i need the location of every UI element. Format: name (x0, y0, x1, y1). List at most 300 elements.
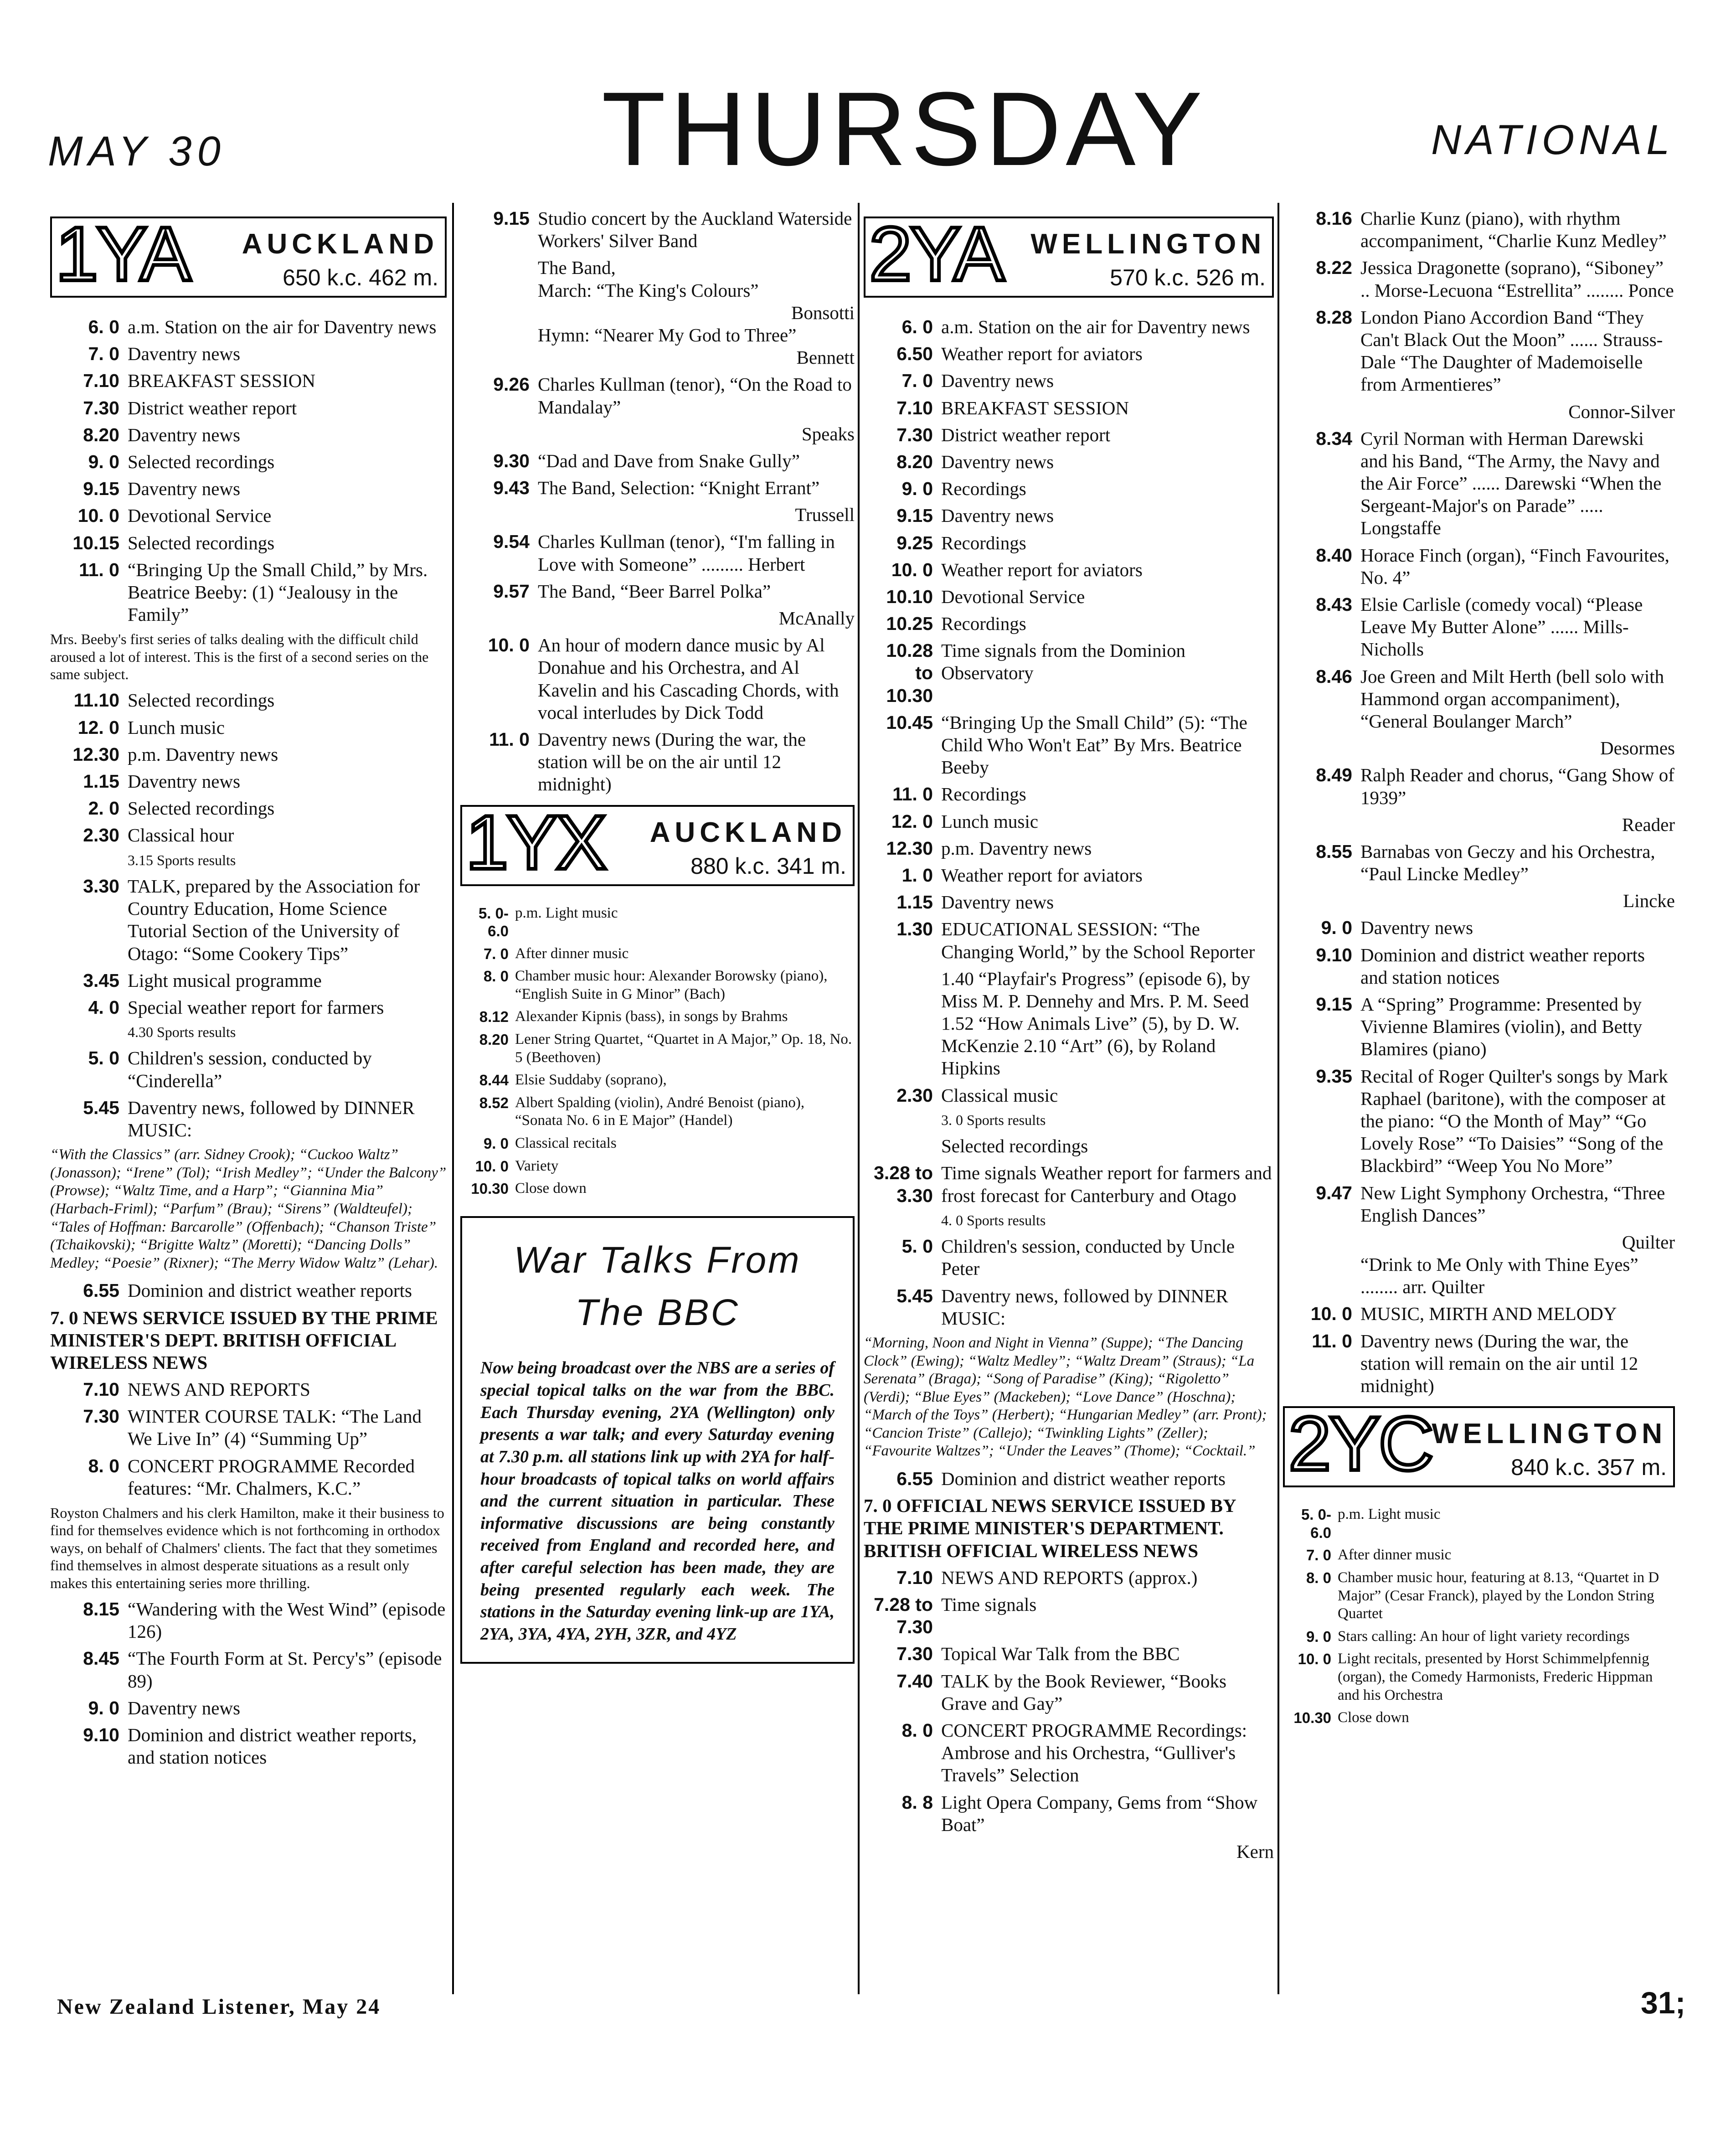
schedule-programme: District weather report (128, 397, 297, 418)
schedule-list (1283, 1303, 1675, 1397)
schedule-programme: Elsie Carlisle (comedy vocal) “Please Leave My Butter Alone” ...... Mills-Nicholls (1360, 594, 1643, 660)
schedule-row (50, 996, 447, 1019)
schedule-programme: Daventry news (941, 451, 1054, 472)
schedule-row (1283, 993, 1675, 1061)
schedule-list (864, 1162, 1274, 1207)
schedule-row (50, 1279, 447, 1302)
station-header-1yx (460, 799, 855, 886)
composer: Bonsotti (791, 302, 855, 323)
schedule-programme: Time signals from the Dominion Observatory (941, 640, 1186, 684)
schedule-time: 7. 0 (1306, 1547, 1331, 1564)
schedule-programme: Light musical programme (128, 970, 322, 991)
schedule-programme: Daventry news (During the war, the station will be on the air until 12 midnight) (538, 728, 806, 795)
schedule-programme: Daventry news (During the war, the station will remain on the air until 12 midnight) (1360, 1330, 1638, 1396)
schedule-programme: CONCERT PROGRAMME Recordings: Ambrose and his Orchestra, “Gulliver's Travels” Selection (941, 1719, 1247, 1786)
schedule-time: 9. 0 (483, 1135, 509, 1152)
schedule-row (1283, 1330, 1675, 1398)
schedule-row (460, 945, 855, 963)
schedule-time: 8.46 (1316, 665, 1352, 687)
schedule-row (1283, 1546, 1675, 1564)
station-frequency: 840 k.c. 357 m. (1511, 1455, 1667, 1480)
schedule-row (460, 1071, 855, 1089)
schedule-programme: Weather report for aviators (941, 343, 1143, 365)
schedule-programme: Classical recitals (515, 1135, 617, 1152)
schedule-list (50, 689, 447, 846)
schedule-row (50, 370, 447, 392)
schedule-time: 7. 0 (901, 370, 933, 392)
column-2ya-wellington (864, 207, 1274, 1985)
schedule-row (50, 532, 447, 554)
schedule-row (864, 1567, 1274, 1589)
schedule-time: 8.55 (1316, 841, 1352, 862)
schedule-time: 9.15 (83, 478, 119, 500)
schedule-time: 2.30 (83, 825, 119, 846)
station-city: AUCKLAND (242, 228, 438, 260)
schedule-row (50, 824, 447, 846)
schedule-programme: Classical music (941, 1084, 1058, 1106)
schedule-time: 9.10 (83, 1724, 119, 1745)
column-1ya-continued (460, 207, 855, 1985)
schedule-row (864, 1670, 1274, 1715)
schedule-time: 1. 0 (901, 864, 933, 886)
schedule-row (460, 531, 855, 575)
schedule-time: 7.30 (896, 424, 933, 445)
schedule-time: 8.34 (1316, 428, 1352, 449)
schedule-row (864, 1285, 1274, 1330)
schedule-list (460, 373, 855, 418)
schedule-list (1283, 841, 1675, 885)
schedule-row (460, 1008, 855, 1026)
schedule-row (864, 1468, 1274, 1490)
schedule-time: 7.30 (83, 1406, 119, 1427)
schedule-programme: Weather report for aviators (941, 559, 1143, 580)
schedule-programme: “Bringing Up the Small Child,” by Mrs. Beatrice Beeby: (1) “Jealousy in the Family” (128, 559, 428, 625)
schedule-programme: Selected recordings (128, 451, 275, 472)
schedule-programme: An hour of modern dance music by Al Donahue and his Orchestra, and Al Kavelin and his Cascading Chords, with vocal interludes by Dick Todd (538, 634, 839, 723)
schedule-row (864, 1643, 1274, 1665)
schedule-row (864, 316, 1274, 338)
schedule-programme: The Band, “Beer Barrel Polka” (538, 580, 771, 602)
schedule-programme: Daventry news, followed by DINNER MUSIC: (941, 1285, 1228, 1329)
educational-items: 1.40 “Playfair's Progress” (episode 6), by Miss M. P. Dennehy and Mrs. P. M. Seed 1.52 “How Animals Live” (5), by D. W. McKenzie 2.10 “Art” (6), by Roland Hipkins (941, 968, 1251, 1079)
schedule-programme: Recordings (941, 784, 1026, 805)
station-header-2ya (864, 211, 1274, 298)
schedule-time: 7. 0 (88, 343, 119, 365)
schedule-row (50, 1598, 447, 1643)
schedule-row (50, 559, 447, 626)
schedule-list (50, 1279, 447, 1302)
schedule-row (864, 532, 1274, 554)
schedule-row (50, 689, 447, 712)
schedule-programme: Alexander Kipnis (bass), in songs by Brahms (515, 1008, 788, 1025)
schedule-row (1283, 428, 1675, 540)
schedule-time: 3.45 (83, 970, 119, 991)
schedule-time: 9. 0 (901, 478, 933, 500)
schedule-programme: p.m. Light music (515, 904, 618, 921)
schedule-time: 8.40 (1316, 544, 1352, 566)
schedule-row (460, 728, 855, 796)
schedule-time: 9.57 (493, 580, 530, 602)
schedule-time: 8.52 (479, 1094, 509, 1111)
schedule-row (864, 586, 1274, 608)
schedule-time: 10. 0 (488, 634, 530, 656)
schedule-time: 8.22 (1316, 257, 1352, 279)
selected-recordings: Selected recordings (941, 1135, 1088, 1157)
news-service: 7. 0 NEWS SERVICE ISSUED BY THE PRIME MINISTER'S DEPT. BRITISH OFFICIAL WIRELESS NEWS (50, 1307, 438, 1373)
schedule-time: 8.20 (896, 451, 933, 472)
box-heading: The BBC (575, 1291, 740, 1333)
schedule-programme: Selected recordings (128, 798, 275, 819)
schedule-programme: Chamber music hour, featuring at 8.13, “Quartet in D Major” (Cesar Franck), played by the London String Quartet (1338, 1569, 1659, 1622)
schedule-programme: Dominion and district weather reports (128, 1280, 412, 1301)
schedule-row (50, 970, 447, 992)
schedule-time: 10. 0 (1310, 1303, 1352, 1325)
schedule-time: 10.30 (471, 1180, 509, 1197)
schedule-programme: Classical hour (128, 825, 234, 846)
schedule-row (864, 1791, 1274, 1836)
schedule-time: 12. 0 (891, 810, 933, 832)
schedule-time: 10.10 (886, 586, 933, 607)
schedule-row (864, 478, 1274, 500)
schedule-time: 7.10 (83, 370, 119, 392)
schedule-programme: Recordings (941, 532, 1026, 553)
schedule-time: 10.28 to 10.30 (886, 640, 933, 706)
schedule-programme: Dominion and district weather reports and station notices (1360, 944, 1645, 988)
schedule-row (864, 864, 1274, 887)
station-frequency: 650 k.c. 462 m. (283, 265, 438, 290)
schedule-time: 10. 0 (1298, 1651, 1331, 1668)
schedule-time: 8.28 (1316, 306, 1352, 328)
schedule-time: 8. 0 (483, 968, 509, 985)
schedule-row (50, 1405, 447, 1450)
schedule-programme: Daventry news, followed by DINNER MUSIC: (128, 1097, 415, 1141)
schedule-row (1283, 1303, 1675, 1325)
schedule-programme: Daventry news (1360, 917, 1473, 939)
schedule-programme: Selected recordings (128, 532, 275, 553)
schedule-row (1283, 665, 1675, 733)
schedule-time: 8. 0 (901, 1719, 933, 1741)
schedule-row (864, 451, 1274, 473)
schedule-row (864, 559, 1274, 581)
schedule-row (50, 397, 447, 419)
schedule-programme: Recordings (941, 613, 1026, 634)
schedule-programme: Charlie Kunz (piano), with rhythm accompaniment, “Charlie Kunz Medley” (1360, 208, 1667, 252)
composer: Desormes (1600, 738, 1675, 759)
schedule-time: 9.15 (1316, 994, 1352, 1015)
schedule-time: 10.30 (1293, 1709, 1331, 1727)
schedule-time: 11.10 (73, 690, 119, 711)
schedule-row (50, 797, 447, 820)
schedule-time: 8.49 (1316, 764, 1352, 786)
schedule-programme: Ralph Reader and chorus, “Gang Show of 1939” (1360, 764, 1674, 808)
schedule-programme: TALK, prepared by the Association for Country Education, Home Science Tutorial Section of the University of Otago: “Some Cookery Tips” (128, 875, 420, 964)
schedule-list (1283, 207, 1675, 396)
box-text: Now being broadcast over the NBS are a series of special topical talks on the war from the BBC. Each Thursday evening, 2YA (Wellington) only presents a war talk; and every Saturday evening at 7.30 p.m. all stations link up with 2YA for half-hour broadcasts of topical talks on world affairs and the current situation in particular. These informative discussions are being constantly received from England and recorded here, and after careful selection has been made, they are being presented regularly each week. The stations in the Saturday evening link-up are 1YA, 2YA, 3YA, 4YA, 2YH, 3ZR, and 4YZ (480, 1358, 835, 1644)
schedule-time: 6.55 (896, 1468, 933, 1490)
schedule-row (864, 1719, 1274, 1787)
schedule-row (864, 370, 1274, 392)
schedule-time: 4. 0 (88, 996, 119, 1018)
schedule-programme: Barnabas von Geczy and his Orchestra, “Paul Lincke Medley” (1360, 841, 1655, 885)
station-frequency: 570 k.c. 526 m. (1110, 265, 1266, 290)
schedule-list (864, 1235, 1274, 1330)
schedule-time: 3.28 to 3.30 (874, 1162, 933, 1206)
page-footer: New Zealand Listener, May 24 (57, 1995, 381, 2019)
schedule-row (1283, 257, 1675, 301)
schedule-row (1283, 1182, 1675, 1227)
schedule-row (460, 373, 855, 418)
composer: Kern (1236, 1841, 1274, 1862)
schedule-programme: Dominion and district weather reports (941, 1468, 1226, 1490)
schedule-row (50, 478, 447, 500)
schedule-row (1283, 544, 1675, 589)
schedule-time: 8.12 (479, 1008, 509, 1026)
schedule-time: 6. 0 (901, 316, 933, 337)
schedule-time: 12.30 (886, 837, 933, 859)
schedule-row (1283, 917, 1675, 939)
schedule-programme: NEWS AND REPORTS (128, 1379, 310, 1400)
war-talks-box (460, 1216, 855, 1664)
schedule-programme: After dinner music (1338, 1547, 1452, 1563)
schedule-time: 9.35 (1316, 1065, 1352, 1087)
schedule-row (864, 343, 1274, 365)
schedule-programme: Chamber music hour: Alexander Borowsky (piano), “English Suite in G Minor” (Bach) (515, 968, 828, 1002)
schedule-programme: NEWS AND REPORTS (approx.) (941, 1567, 1198, 1588)
schedule-time: 2. 0 (88, 798, 119, 819)
schedule-row (460, 1180, 855, 1198)
schedule-row (50, 1455, 447, 1500)
schedule-time: 9.26 (493, 374, 530, 395)
schedule-time: 8. 0 (1306, 1569, 1331, 1586)
schedule-time: 8.20 (479, 1031, 509, 1048)
schedule-programme: Charles Kullman (tenor), “On the Road to Mandalay” (538, 374, 852, 418)
schedule-row (50, 770, 447, 793)
schedule-list (864, 1468, 1274, 1490)
schedule-time: 1.15 (896, 892, 933, 913)
schedule-row (864, 613, 1274, 635)
sports-note: 4. 0 Sports results (941, 1212, 1046, 1228)
schedule-row (1283, 764, 1675, 809)
schedule-row (50, 743, 447, 766)
schedule-row (50, 451, 447, 473)
schedule-row (1283, 1628, 1675, 1646)
page-number: 31; (1641, 1986, 1686, 2020)
schedule-time: 11. 0 (489, 728, 530, 750)
schedule-time: 9. 0 (88, 451, 119, 472)
schedule-time: 7.10 (896, 1567, 933, 1588)
schedule-time: 7.40 (896, 1670, 933, 1692)
schedule-list (1283, 428, 1675, 732)
schedule-time: 12.30 (72, 743, 119, 765)
schedule-row (1283, 1569, 1675, 1623)
schedule-programme: EDUCATIONAL SESSION: “The Changing World,” by the School Reporter (941, 918, 1255, 962)
schedule-time: 8.20 (83, 424, 119, 445)
schedule-programme: Devotional Service (128, 505, 272, 526)
schedule-programme: “The Fourth Form at St. Percy's” (episode 89) (128, 1648, 442, 1692)
schedule-list (1283, 917, 1675, 1226)
schedule-row (1283, 944, 1675, 989)
schedule-programme: The Band, Selection: “Knight Errant” (538, 477, 820, 499)
schedule-row (864, 1235, 1274, 1280)
schedule-list (50, 316, 447, 626)
schedule-time: 5. 0 (88, 1047, 119, 1069)
schedule-time: 9. 0 (1306, 1628, 1331, 1645)
schedule-row (864, 837, 1274, 860)
schedule-time: 5.45 (896, 1285, 933, 1306)
schedule-row (50, 1697, 447, 1719)
march-title: March: “The King's Colours” (538, 279, 759, 301)
schedule-time: 8.45 (83, 1648, 119, 1669)
schedule-list (864, 316, 1274, 963)
schedule-programme: “Dad and Dave from Snake Gully” (538, 450, 800, 471)
schedule-row (460, 904, 855, 940)
composer: Lincke (1623, 890, 1675, 912)
schedule-row (460, 207, 855, 252)
band-label: The Band, (538, 257, 616, 279)
schedule-time: 6.50 (896, 343, 933, 365)
sports-note: 4.30 Sports results (128, 1024, 236, 1041)
schedule-list (864, 1567, 1274, 1836)
schedule-programme: London Piano Accordion Band “They Can't Black Out the Moon” ...... Strauss-Dale “The Daughter of Mademoiselle from Armentieres” (1360, 306, 1663, 395)
schedule-list (50, 1378, 447, 1500)
schedule-time: 8.43 (1316, 594, 1352, 615)
column-divider (452, 203, 454, 1994)
station-callsign: 1YA (56, 211, 190, 297)
station-city: AUCKLAND (649, 816, 846, 848)
schedule-row (50, 717, 447, 739)
schedule-time: 8.15 (83, 1599, 119, 1620)
schedule-row (1283, 207, 1675, 252)
schedule-row (864, 1162, 1274, 1207)
schedule-row (864, 891, 1274, 913)
schedule-row (460, 967, 855, 1003)
schedule-time: 8. 0 (88, 1455, 119, 1476)
schedule-row (1283, 1506, 1675, 1542)
station-callsign: 1YX (466, 799, 605, 885)
schedule-programme: Lener String Quartet, “Quartet in A Major,” Op. 18, No. 5 (Beethoven) (515, 1031, 852, 1066)
schedule-programme: Joe Green and Milt Herth (bell solo with Hammond organ accompaniment), “General Boulanger March” (1360, 665, 1664, 732)
station-callsign: 2YC (1288, 1401, 1432, 1487)
schedule-row (50, 1724, 447, 1769)
schedule-programme: Horace Finch (organ), “Finch Favourites, No. 4” (1360, 544, 1669, 588)
schedule-row (460, 580, 855, 603)
station-frequency: 880 k.c. 341 m. (690, 853, 846, 879)
station-header-1ya (50, 211, 447, 298)
schedule-row (1283, 593, 1675, 661)
schedule-programme: A “Spring” Programme: Presented by Vivienne Blamires (violin), and Betty Blamires (piano) (1360, 994, 1643, 1060)
schedule-row (460, 477, 855, 499)
schedule-row (1283, 1650, 1675, 1704)
schedule-time: 7.30 (83, 397, 119, 418)
station-city: WELLINGTON (1432, 1418, 1667, 1450)
schedule-row (460, 450, 855, 472)
schedule-programme: Daventry news (128, 424, 241, 445)
programme-note: Mrs. Beeby's first series of talks dealing with the difficult child aroused a lot of interest. This is the first of a second series on the same subject. (50, 631, 429, 683)
schedule-programme: Recordings (941, 478, 1026, 500)
schedule-row (864, 1084, 1274, 1107)
schedule-time: 7. 0 (483, 945, 509, 962)
schedule-row (50, 1097, 447, 1141)
schedule-row (1283, 1065, 1675, 1177)
schedule-row (50, 875, 447, 965)
schedule-list (460, 531, 855, 603)
schedule-time: 1.30 (896, 918, 933, 940)
schedule-programme: Time signals Weather report for farmers and frost forecast for Canterbury and Otago (941, 1162, 1272, 1206)
schedule-programme: District weather report (941, 424, 1111, 445)
dinner-music-list: “With the Classics” (arr. Sidney Crook); “Cuckoo Waltz” (Jonasson); “Irene” (Tol); “Irish Medley”; “Under the Balcony” (Prowse); “Waltz Time, and a Harp”; “Giannina Mia” (Harbach-Friml); “Parfum” (Brau); “Sirens” (Waldteufel); “Tales of Hoffman: Barcarolle” (Offenbach); “Chanson Triste” (Tchaikovski); “Brigitte Waltz” (Moretti); “Dancing Dolls” Medley; “Poesie” (Rixner); “The Merry Widow Waltz” (Lehar). (50, 1146, 447, 1271)
schedule-programme: “Wandering with the West Wind” (episode 126) (128, 1599, 446, 1642)
composer: Trussell (795, 504, 855, 526)
column-divider (1278, 203, 1279, 1994)
schedule-programme: Lunch music (941, 810, 1038, 832)
station-header-2yc (1283, 1401, 1675, 1487)
schedule-row (1283, 841, 1675, 885)
schedule-time: 9.30 (493, 450, 530, 471)
schedule-time: 12. 0 (77, 717, 119, 738)
schedule-time: 8.16 (1316, 208, 1352, 229)
schedule-programme: Daventry news (941, 892, 1054, 913)
schedule-time: 9. 0 (88, 1697, 119, 1718)
schedule-time: 9.15 (896, 505, 933, 526)
schedule-row (864, 810, 1274, 833)
schedule-time: 6. 0 (88, 316, 119, 337)
schedule-time: 9.10 (1316, 944, 1352, 965)
hymn-title: Hymn: “Nearer My God to Three” (538, 324, 797, 346)
schedule-row (460, 1031, 855, 1067)
schedule-list (50, 1047, 447, 1141)
composer: Speaks (801, 423, 855, 444)
schedule-row (460, 1157, 855, 1176)
schedule-programme: WINTER COURSE TALK: “The Land We Live In” (4) “Summing Up” (128, 1406, 422, 1449)
schedule-programme: Weather report for aviators (941, 864, 1143, 886)
schedule-row (864, 640, 1274, 707)
schedule-time: 9.54 (493, 531, 530, 552)
schedule-programme: Dominion and district weather reports, and station notices (128, 1724, 417, 1768)
schedule-time: 1.15 (83, 770, 119, 792)
schedule-row (50, 1647, 447, 1692)
schedule-time: 2.30 (896, 1084, 933, 1106)
schedule-row (864, 505, 1274, 527)
schedule-row (460, 1135, 855, 1153)
schedule-row (1283, 1709, 1675, 1727)
schedule-programme: Daventry news (128, 770, 241, 792)
sports-note: 3.15 Sports results (128, 851, 236, 868)
station-city: WELLINGTON (1030, 228, 1266, 260)
page-date: MAY 30 (48, 128, 226, 175)
schedule-programme: Daventry news (128, 478, 241, 500)
schedule-programme: Special weather report for farmers (128, 996, 384, 1018)
schedule-programme: Daventry news (941, 370, 1054, 392)
song-title: “Drink to Me Only with Thine Eyes” ........ arr. Quilter (1360, 1254, 1638, 1298)
schedule-time: 10. 0 (77, 505, 119, 526)
schedule-programme: MUSIC, MIRTH AND MELODY (1360, 1303, 1617, 1325)
schedule-row (460, 1094, 855, 1130)
schedule-time: 9.47 (1316, 1182, 1352, 1203)
schedule-time: 11. 0 (1312, 1330, 1352, 1351)
composer: Quilter (1622, 1231, 1675, 1253)
schedule-programme: p.m. Daventry news (941, 837, 1092, 859)
schedule-time: 9.15 (493, 208, 530, 229)
schedule-programme: a.m. Station on the air for Daventry news (941, 316, 1250, 337)
schedule-time: 7.28 to 7.30 (874, 1594, 933, 1638)
schedule-row (50, 505, 447, 527)
schedule-row (1283, 306, 1675, 396)
schedule-programme: Time signals (941, 1594, 1037, 1615)
page-day-title: THURSDAY (602, 70, 1207, 187)
column-divider (858, 203, 860, 1994)
schedule-time: 7.30 (896, 1643, 933, 1665)
schedule-time: 5. 0 (901, 1236, 933, 1257)
